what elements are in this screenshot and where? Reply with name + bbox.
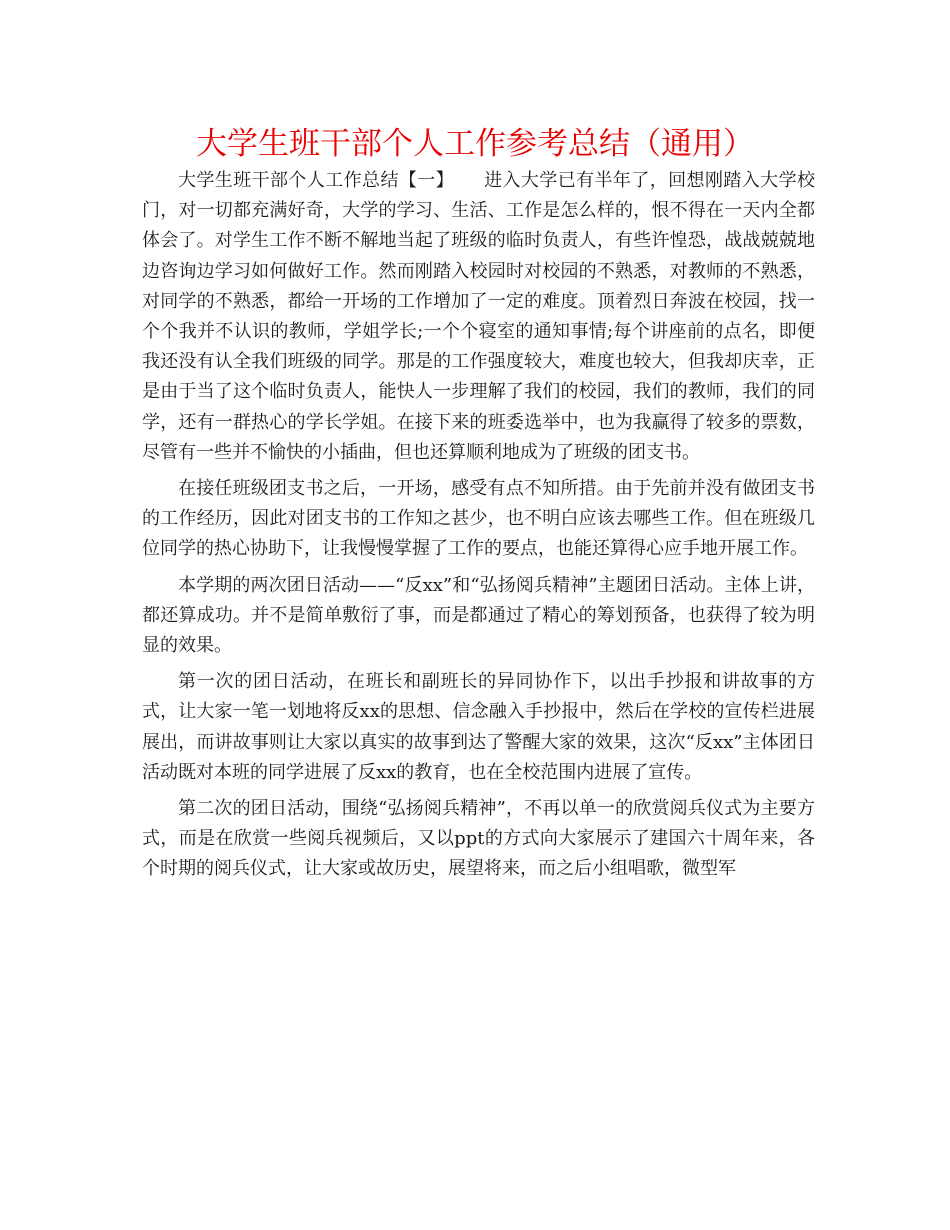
document-title: 大学生班干部个人工作参考总结（通用） — [196, 126, 754, 162]
paragraph-2: 在接任班级团支书之后，一开场，感受有点不知所措。由于先前并没有做团支书的工作经历，因此对团支书的工作知之甚少，也不明白应该去哪些工作。但在班级几位同学的热心协助下，让我慢慢掌握了工作的要点，也能还算得心应手地开展工作。 — [142, 478, 815, 560]
paragraph-4: 第一次的团日活动，在班长和副班长的异同协作下，以出手抄报和讲故事的方式，让大家一笔一划地将反xx的思想、信念融入手抄报中，然后在学校的宣传栏进展展出，而讲故事则让大家以真实的故事到达了警醒大家的效果，这次“反xx”主体团日活动既对本班的同学进展了反xx的教育，也在全校范围内进展了宣传。 — [142, 671, 815, 783]
paragraph-text: 进入大学已有半年了，回想刚踏入大学校门，对一切都充满好奇，大学的学习、生活、工作是怎么样的，恨不得在一天内全都体会了。对学生工作不断不解地当起了班级的临时负责人，有些许惶恐，战战兢兢地边咨询边学习如何做好工作。然而刚踏入校园时对校园的不熟悉，对教师的不熟悉，对同学的不熟悉，都给一开场的工作增加了一定的难度。顶着烈日奔波在校园，找一个个我并不认识的教师，学姐学长;一个个寝室的通知事情;每个讲座前的点名，即便我还没有认全我们班级的同学。那是的工作强度较大，难度也较大，但我却庆幸，正是由于当了这个临时负责人，能快人一步理解了我们的校园，我们的教师，我们的同学，还有一群热心的学长学姐。在接下来的班委选举中，也为我赢得了较多的票数，尽管有一些并不愉快的小插曲，但也还算顺利地成为了班级的团支书。 — [142, 170, 815, 463]
paragraph-1 — [142, 166, 815, 468]
document-body — [142, 166, 815, 891]
paragraph-5: 第二次的团日活动，围绕“弘扬阅兵精神”，不再以单一的欣赏阅兵仪式为主要方式，而是在欣赏一些阅兵视频后，又以ppt的方式向大家展示了建国六十周年来，各个时期的阅兵仪式，让大家或故历史，展望将来，而之后小组唱歌，微型军 — [142, 798, 815, 880]
paragraph-3: 本学期的两次团日活动——“反xx”和“弘扬阅兵精神”主题团日活动。主体上讲，都还算成功。并不是简单敷衍了事，而是都通过了精心的筹划预备，也获得了较为明显的效果。 — [142, 574, 815, 657]
section-heading: 大学生班干部个人工作总结【一】 — [178, 170, 455, 191]
